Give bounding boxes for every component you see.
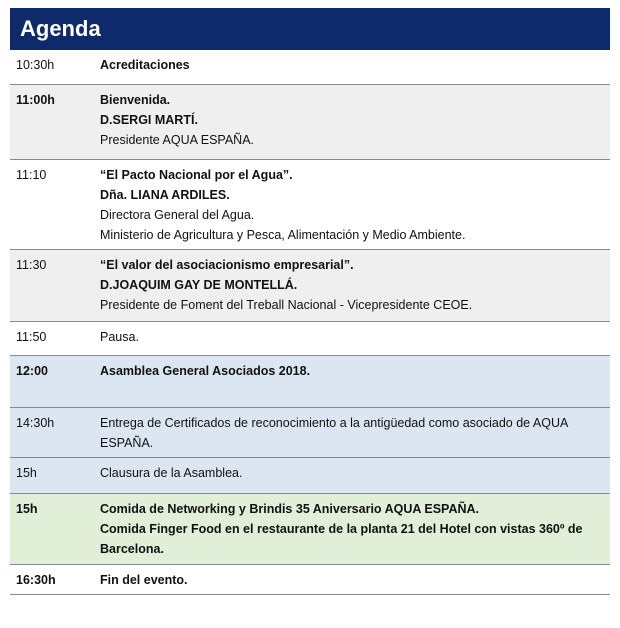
agenda-line: “El Pacto Nacional por el Agua”. [100, 167, 293, 182]
agenda-line: Presidente AQUA ESPAÑA. [100, 132, 255, 147]
agenda-line: Ministerio de Agricultura y Pesca, Alimentación y Medio Ambiente. [100, 227, 466, 242]
agenda-line: Dña. LIANA ARDILES. [100, 187, 230, 202]
agenda-line: Comida de Networking y Brindis 35 Aniversario AQUA ESPAÑA. [100, 501, 480, 516]
agenda [10, 8, 610, 595]
agenda-description [100, 457, 610, 493]
agenda-row [10, 321, 610, 355]
agenda-description [100, 564, 610, 594]
agenda-line: Comida Finger Food en el restaurante de la planta 21 del Hotel con vistas 360º de Barcelona. [100, 521, 583, 556]
agenda-row [10, 84, 610, 159]
agenda-row [10, 564, 610, 594]
agenda-line: Presidente de Foment del Treball Nacional - Vicepresidente CEOE. [100, 297, 473, 312]
agenda-line: D.JOAQUIM GAY DE MONTELLÁ. [100, 277, 298, 292]
agenda-time: 11:00h [10, 84, 100, 159]
agenda-title: Agenda [10, 8, 610, 50]
agenda-line: Pausa. [100, 329, 139, 344]
agenda-line: Asamblea General Asociados 2018. [100, 363, 311, 378]
agenda-row [10, 50, 610, 84]
agenda-line: Bienvenida. [100, 92, 171, 107]
agenda-description [100, 159, 610, 249]
agenda-table [10, 50, 610, 595]
agenda-time: 15h [10, 457, 100, 493]
agenda-description [100, 321, 610, 355]
agenda-row [10, 249, 610, 321]
agenda-line: “El valor del asociacionismo empresarial”. [100, 257, 354, 272]
agenda-line: Fin del evento. [100, 572, 188, 587]
agenda-line: Acreditaciones [100, 58, 190, 72]
agenda-line: D.SERGI MARTÍ. [100, 112, 198, 127]
agenda-time: 11:50 [10, 321, 100, 355]
agenda-row [10, 457, 610, 493]
agenda-description [100, 50, 610, 84]
agenda-row [10, 407, 610, 457]
agenda-time: 14:30h [10, 407, 100, 457]
agenda-time: 15h [10, 493, 100, 564]
agenda-time: 11:30 [10, 249, 100, 321]
agenda-time: 11:10 [10, 159, 100, 249]
agenda-line: Entrega de Certificados de reconocimiento a la antigüedad como asociado de AQUA ESPAÑA. [100, 415, 568, 450]
agenda-line: Directora General del Agua. [100, 207, 255, 222]
agenda-row [10, 159, 610, 249]
agenda-time: 10:30h [10, 50, 100, 84]
agenda-row [10, 493, 610, 564]
agenda-description [100, 355, 610, 407]
agenda-row [10, 355, 610, 407]
agenda-description [100, 407, 610, 457]
agenda-time: 16:30h [10, 564, 100, 594]
agenda-description [100, 493, 610, 564]
agenda-description [100, 84, 610, 159]
agenda-line: Clausura de la Asamblea. [100, 465, 243, 480]
agenda-description [100, 249, 610, 321]
agenda-time: 12:00 [10, 355, 100, 407]
